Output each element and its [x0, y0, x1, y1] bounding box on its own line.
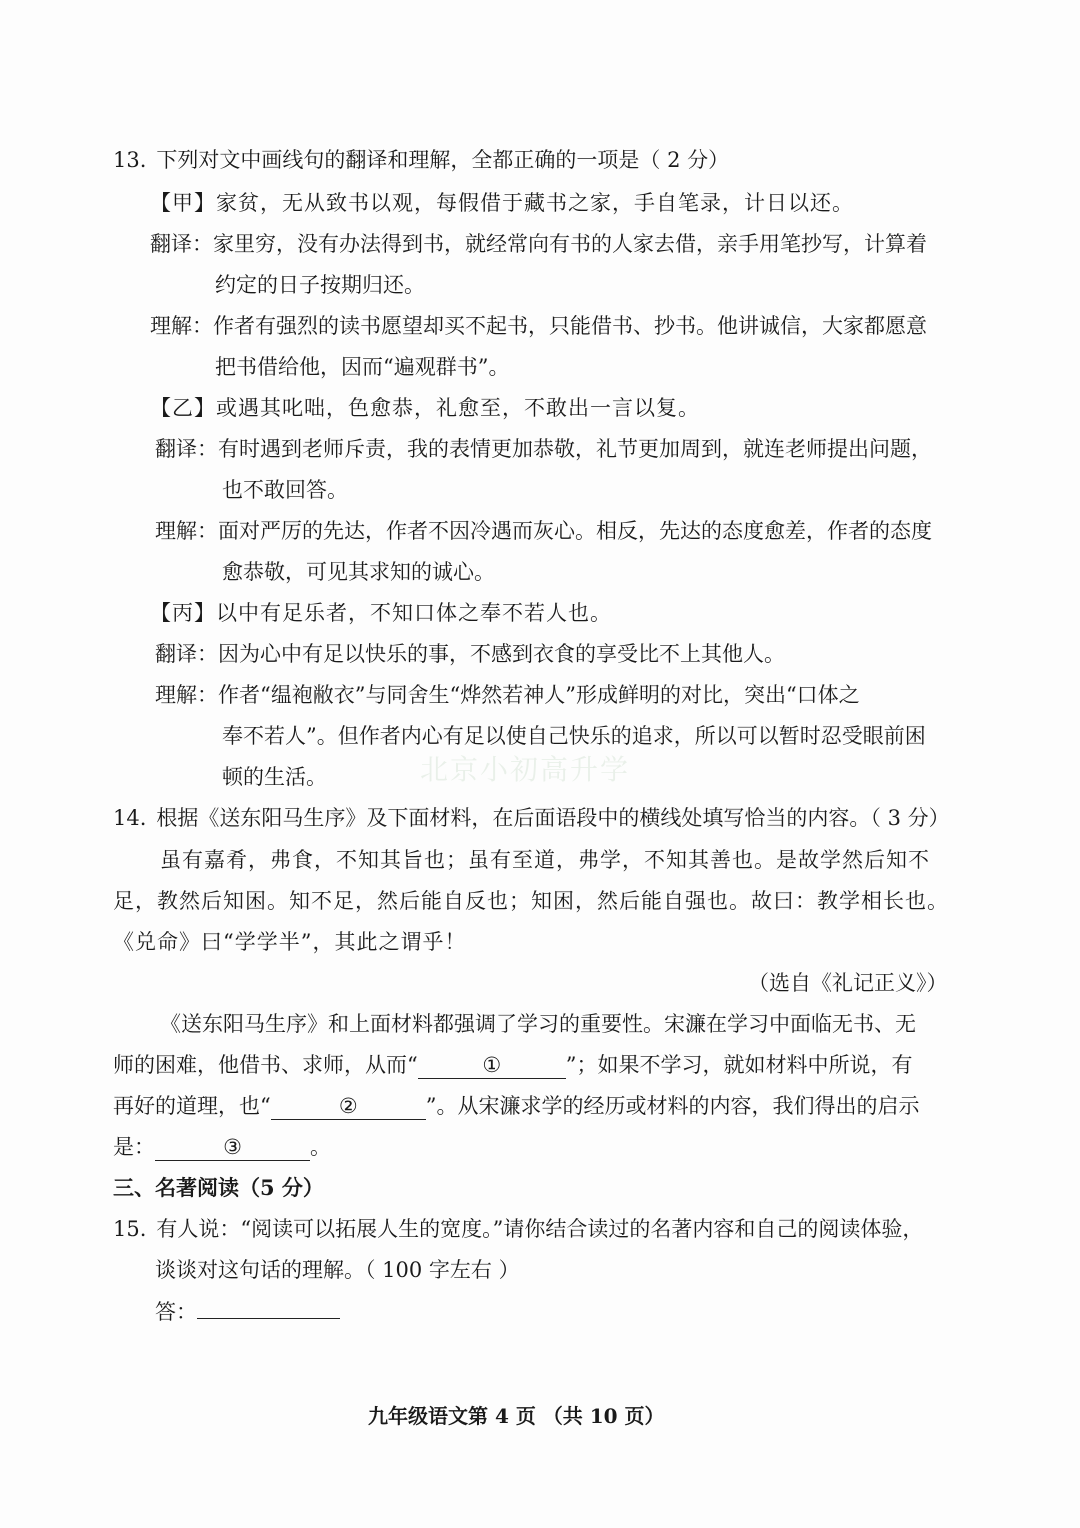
q13-bing-translation-1: 因为心中有足以快乐的事，不感到衣食的享受比不上其他人。 [218, 642, 785, 666]
q14-material-line-1: 虽有嘉肴，弗食，不知其旨也；虽有至道，弗学，不知其善也。是故学然后知不 [160, 848, 930, 872]
q14-source: （选自《礼记正义》） [748, 971, 948, 995]
q14-para-4b: 。 [310, 1135, 331, 1159]
q13-stem-line [113, 145, 729, 175]
q13-bing-translation-line [155, 639, 785, 669]
q14-paragraph-line-3 [113, 1091, 919, 1121]
q13-yi-translation-label: 翻译： [155, 437, 218, 461]
q15-answer-line [155, 1297, 340, 1327]
q14-paragraph-line-1: 《送东阳马生序》和上面材料都强调了学习的重要性。宋濂在学习中面临无书、无 [160, 1012, 916, 1036]
q13-jia-understanding-line [150, 311, 927, 341]
q14-stem-line [113, 803, 950, 833]
blank-2[interactable]: ② [271, 1093, 426, 1120]
q13-yi-translation-cont: 也不敢回答。 [222, 478, 348, 502]
q15-stem-line-1 [113, 1214, 923, 1244]
q13-bing-text-line [150, 598, 612, 628]
q13-jia-understanding-1: 作者有强烈的读书愿望却买不起书，只能借书、抄书。他讲诚信，大家都愿意 [213, 314, 927, 338]
q13-number: 13. [113, 148, 147, 172]
q15-answer-label: 答： [155, 1300, 197, 1324]
blank-3[interactable]: ③ [155, 1134, 310, 1161]
section-3-title: 三、名著阅读（5 分） [113, 1175, 324, 1200]
q13-yi-text: 或遇其叱咄，色愈恭，礼愈至，不敢出一言以复。 [216, 396, 700, 420]
q13-yi-understanding-cont: 愈恭敬，可见其求知的诚心。 [222, 560, 495, 584]
q13-bing-understanding-cont-2: 顿的生活。 [222, 765, 327, 789]
q14-para-3b: ”。从宋濂求学的经历或材料的内容，我们得出的启示 [425, 1094, 920, 1118]
q15-stem-1: 有人说：“阅读可以拓展人生的宽度。”请你结合读过的名著内容和自己的阅读体验， [156, 1217, 924, 1241]
q13-jia-translation-line [150, 229, 927, 259]
q13-jia-label: 【甲】 [150, 191, 216, 215]
q13-jia-translation-1: 家里穷，没有办法得到书，就经常向有书的人家去借，亲手用笔抄写，计算着 [213, 232, 927, 256]
page-footer: 九年级语文第 4 页 （共 10 页） [368, 1404, 665, 1428]
q14-para-4a: 是： [113, 1135, 155, 1159]
q13-bing-understanding-cont-1: 奉不若人”。但作者内心有足以使自己快乐的追求，所以可以暂时忍受眼前困 [222, 724, 926, 748]
q15-number: 15. [113, 1217, 147, 1241]
q13-jia-understanding-cont: 把书借给他，因而“遍观群书”。 [215, 355, 510, 379]
q13-yi-text-line [150, 393, 700, 423]
q13-yi-understanding-label: 理解： [155, 519, 218, 543]
q14-material-line-3: 《兑命》曰“学学半”，其此之谓乎！ [113, 930, 467, 954]
answer-blank[interactable] [197, 1318, 340, 1319]
q14-paragraph-line-4 [113, 1132, 331, 1162]
watermark: 北京小初高升学 [420, 753, 631, 786]
q13-bing-understanding-label: 理解： [155, 683, 218, 707]
q13-stem: 下列对文中画线句的翻译和理解，全都正确的一项是（ 2 分） [156, 148, 730, 172]
q13-yi-translation-line [155, 434, 932, 464]
q13-jia-understanding-label: 理解： [150, 314, 213, 338]
q13-jia-translation-cont: 约定的日子按期归还。 [215, 273, 425, 297]
q13-jia-text: 家贫，无从致书以观，每假借于藏书之家，手自笔录，计日以还。 [216, 191, 854, 215]
q14-para-2b: ”；如果不学习，就如材料中所说，有 [565, 1053, 913, 1077]
q14-stem: 根据《送东阳马生序》及下面材料，在后面语段中的横线处填写恰当的内容。（ 3 分） [156, 806, 950, 830]
q14-number: 14. [113, 806, 147, 830]
q14-para-3a: 再好的道理，也“ [113, 1094, 271, 1118]
q13-yi-label: 【乙】 [150, 396, 216, 420]
q13-bing-translation-label: 翻译： [155, 642, 218, 666]
q13-yi-understanding-1: 面对严厉的先达，作者不因冷遇而灰心。相反，先达的态度愈差，作者的态度 [218, 519, 932, 543]
q14-paragraph-line-2 [113, 1050, 912, 1080]
q13-jia-translation-label: 翻译： [150, 232, 213, 256]
q13-yi-translation-1: 有时遇到老师斥责，我的表情更加恭敬，礼节更加周到，就连老师提出问题， [218, 437, 932, 461]
blank-1[interactable]: ① [418, 1052, 566, 1079]
q13-jia-text-line [150, 188, 854, 218]
q13-bing-understanding-1: 作者“缊袍敝衣”与同舍生“烨然若神人”形成鲜明的对比，突出“口体之 [218, 683, 860, 707]
q15-stem-line-2: 谈谈对这句话的理解。（ 100 字左右 ） [155, 1258, 520, 1282]
q14-material-line-2: 足，教然后知困。知不足，然后能自反也；知困，然后能自强也。故曰：教学相长也。 [113, 889, 949, 913]
q13-yi-understanding-line [155, 516, 932, 546]
q13-bing-understanding-line [155, 680, 860, 710]
q14-para-2a: 师的困难，他借书、求师，从而“ [113, 1053, 418, 1077]
q13-bing-label: 【丙】 [150, 601, 216, 625]
q13-bing-text: 以中有足乐者，不知口体之奉不若人也。 [216, 601, 612, 625]
